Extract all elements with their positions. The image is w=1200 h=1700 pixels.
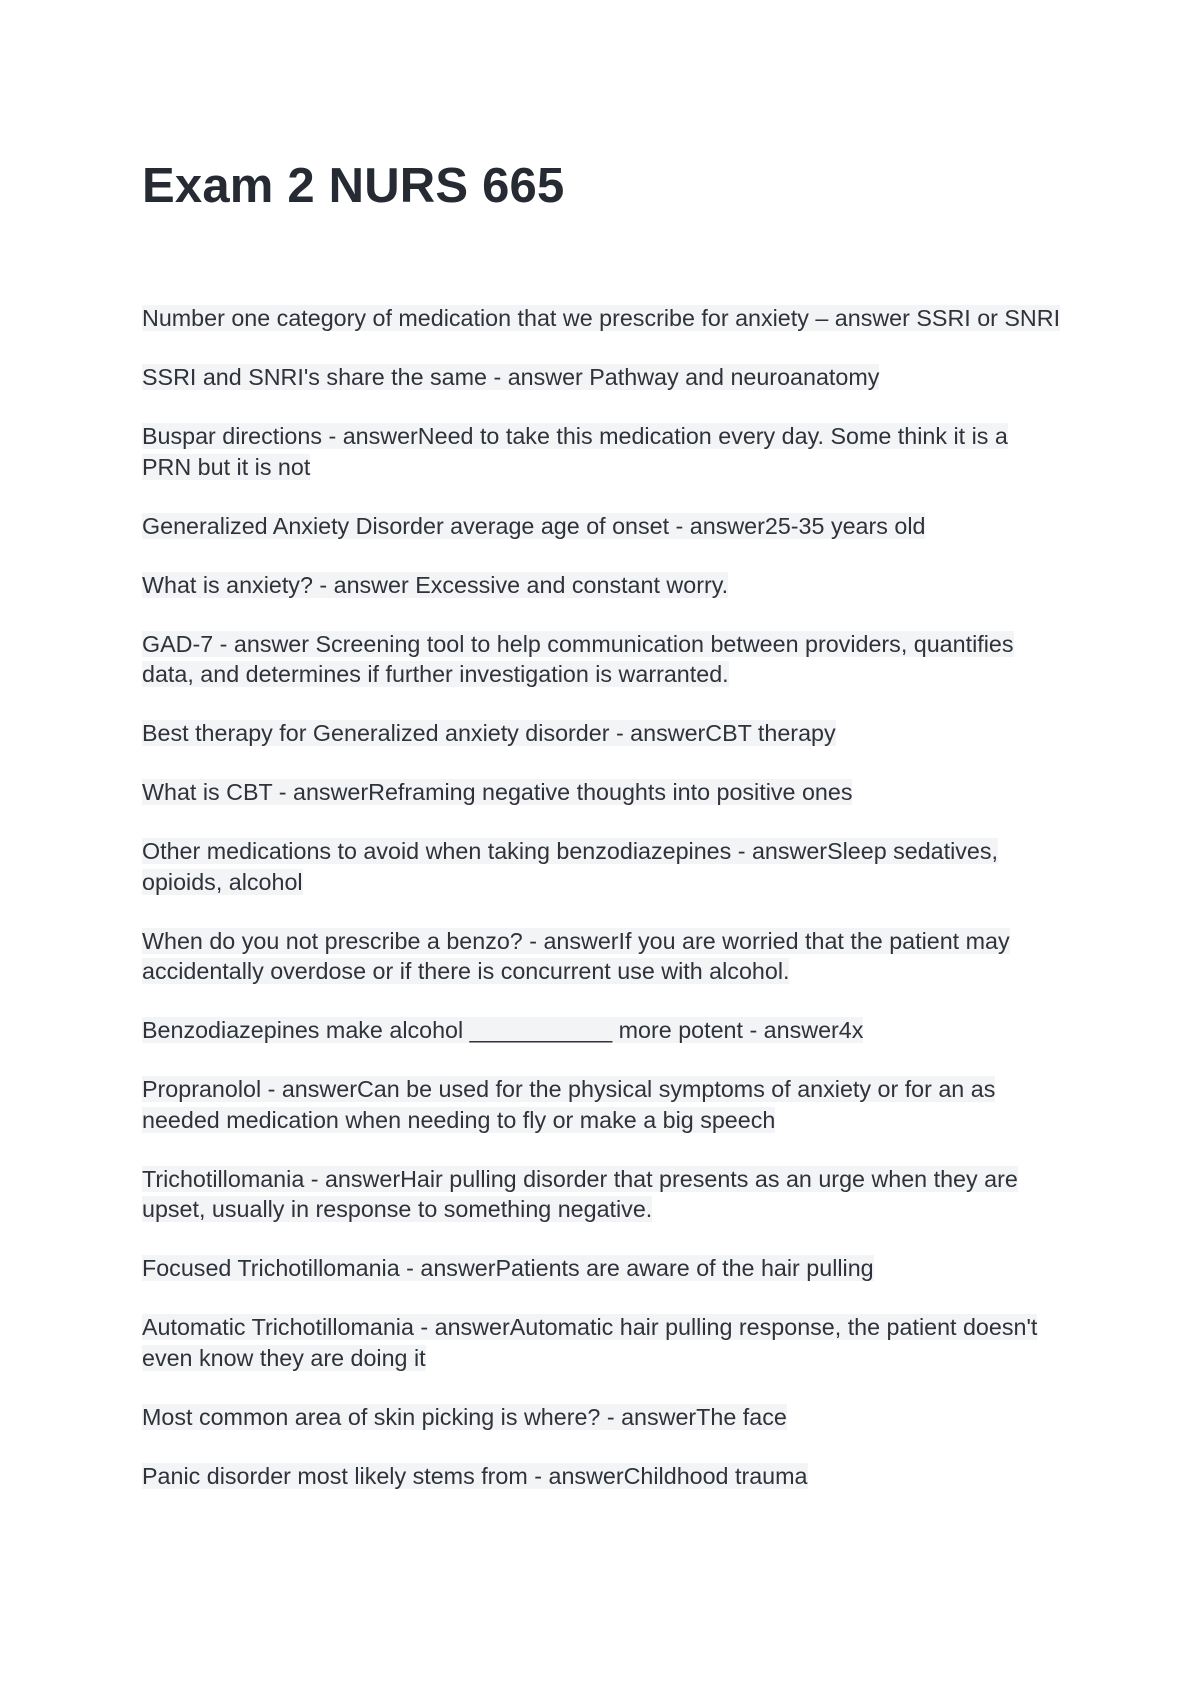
qa-item-16 [142,1402,1062,1433]
qa-item-11 [142,1015,1062,1046]
qa-item-text: Benzodiazepines make alcohol ___________ more potent - answer4x [142,1017,864,1043]
qa-item-text: When do you not prescribe a benzo? - answerIf you are worried that the patient may accidentally overdose or if there is concurrent use with alcohol. [142,927,1010,984]
qa-item-5 [142,570,1062,601]
qa-item-text: Best therapy for Generalized anxiety disorder - answerCBT therapy [142,720,836,746]
qa-item-text: Panic disorder most likely stems from - answerChildhood trauma [142,1462,808,1489]
qa-item-8 [142,777,1062,808]
qa-item-2 [142,362,1062,393]
qa-item-text: GAD-7 - answer Screening tool to help communication between providers, quantifies data, and determines if further investigation is warranted. [142,630,1014,687]
qa-item-text: What is anxiety? - answer Excessive and constant worry. [142,571,729,598]
qa-item-10 [142,926,1062,987]
qa-item-15 [142,1312,1062,1373]
qa-item-13 [142,1164,1062,1225]
qa-list [142,303,1062,1520]
qa-item-text: Trichotillomania - answerHair pulling disorder that presents as an urge when they are upset, usually in response to something negative. [142,1165,1018,1222]
qa-item-text: Automatic Trichotillomania - answerAutomatic hair pulling response, the patient doesn't even know they are doing it [142,1314,1038,1371]
qa-item-12 [142,1074,1062,1135]
qa-item-4 [142,511,1062,542]
qa-item-9 [142,836,1062,897]
qa-item-text: Other medications to avoid when taking benzodiazepines - answerSleep sedatives, opioids, alcohol [142,838,999,895]
qa-item-text: SSRI and SNRI's share the same - answer Pathway and neuroanatomy [142,364,880,390]
qa-item-14 [142,1253,1062,1284]
qa-item-3 [142,421,1062,482]
qa-item-text: Buspar directions - answerNeed to take this medication every day. Some think it is a PRN but it is not [142,423,1008,480]
qa-item-7 [142,718,1062,749]
qa-item-17 [142,1461,1062,1492]
qa-item-text: Number one category of medication that we prescribe for anxiety – answer SSRI or SNRI [142,305,1061,331]
qa-item-1 [142,303,1062,334]
page-title: Exam 2 NURS 665 [142,159,565,213]
qa-item-text: Focused Trichotillomania - answerPatients are aware of the hair pulling [142,1255,874,1281]
qa-item-6 [142,629,1062,690]
qa-item-text: Propranolol - answerCan be used for the physical symptoms of anxiety or for an as needed medication when needing to fly or make a big speech [142,1076,996,1133]
qa-item-text: What is CBT - answerReframing negative thoughts into positive ones [142,779,853,805]
qa-item-text: Most common area of skin picking is where? - answerThe face [142,1403,787,1430]
qa-item-text: Generalized Anxiety Disorder average age of onset - answer25-35 years old [142,512,926,539]
